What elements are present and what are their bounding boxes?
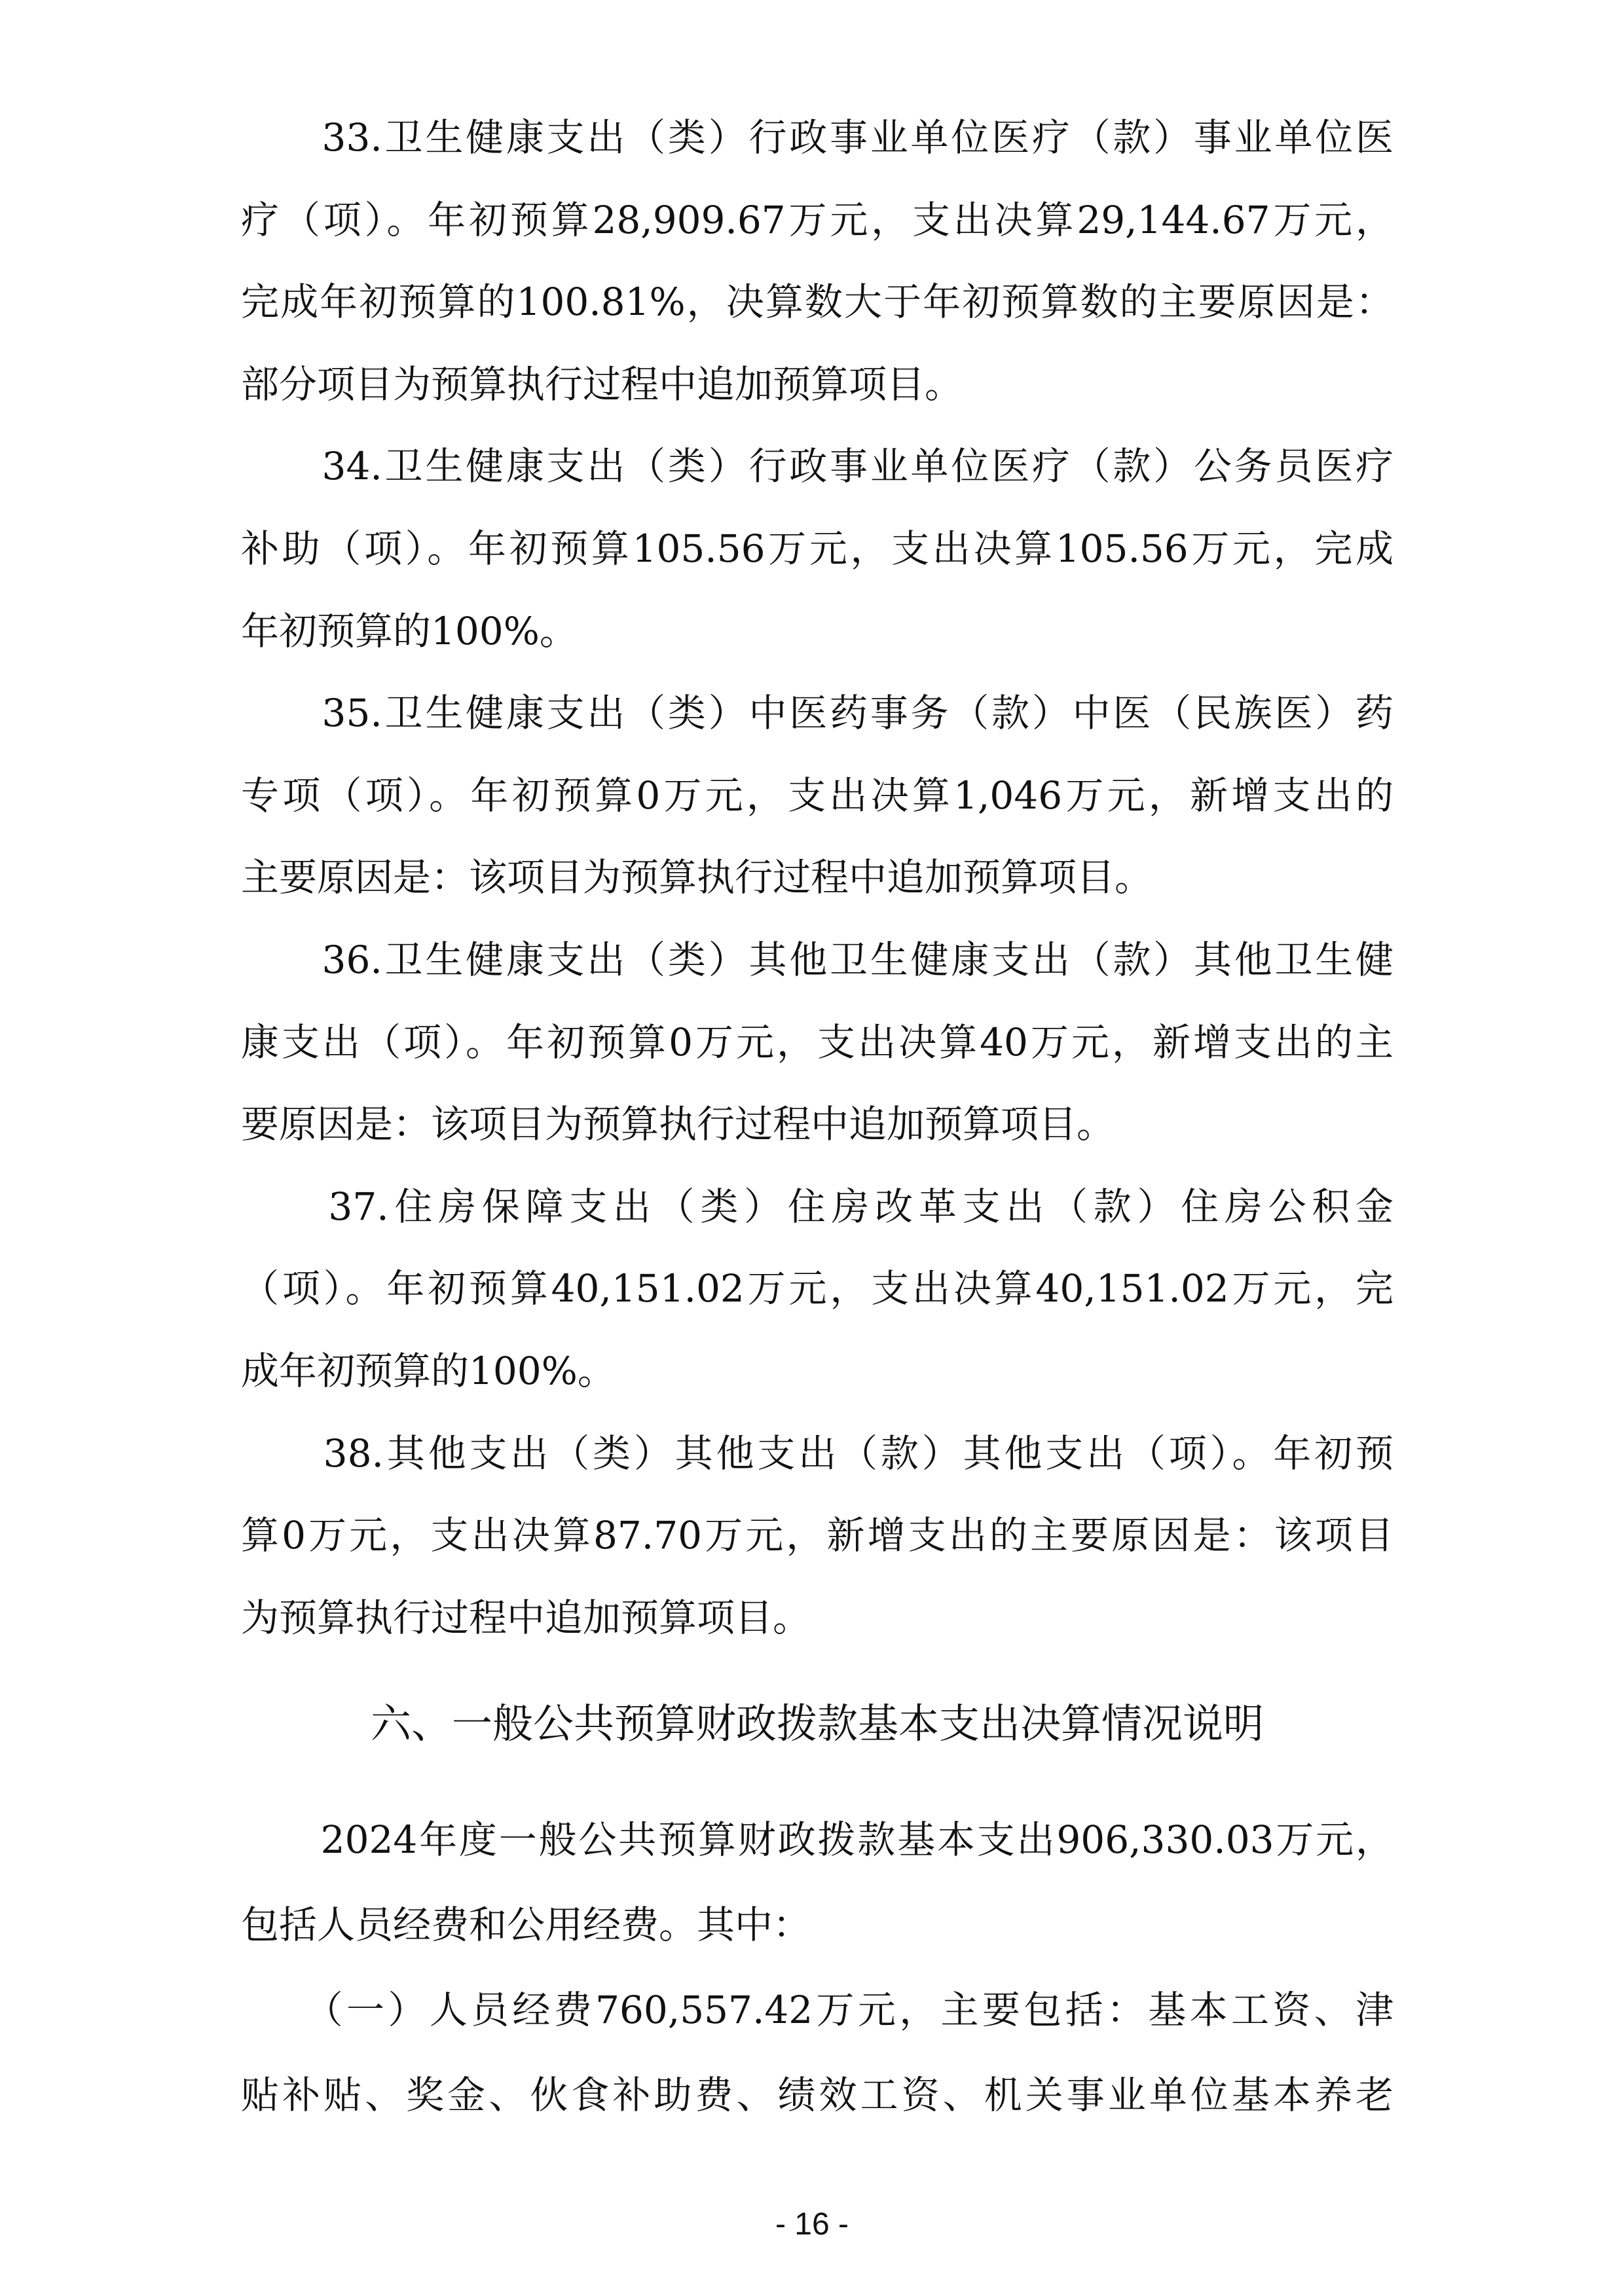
- text-line: （项）。年初预算40,151.02万元，支出决算40,151.02万元，完: [241, 1266, 1393, 1311]
- text-line: 33.卫生健康支出（类）行政事业单位医疗（款）事业单位医: [241, 115, 1393, 160]
- text-line: 要原因是：该项目为预算执行过程中追加预算项目。: [241, 1102, 1115, 1146]
- section-heading: 六、一般公共预算财政拨款基本支出决算情况说明: [370, 1700, 1264, 1747]
- text-line: 36.卫生健康支出（类）其他卫生健康支出（款）其他卫生健: [241, 938, 1393, 982]
- text-line: 2024年度一般公共预算财政拨款基本支出906,330.03万元，: [241, 1817, 1393, 1862]
- text-line: 包括人员经费和公用经费。其中：: [241, 1903, 811, 1947]
- text-line: 补助（项）。年初预算105.56万元，支出决算105.56万元，完成: [241, 526, 1393, 571]
- text-line: 部分项目为预算执行过程中追加预算项目。: [241, 362, 963, 407]
- text-line: 主要原因是：该项目为预算执行过程中追加预算项目。: [241, 855, 1153, 900]
- text-line: 为预算执行过程中追加预算项目。: [241, 1595, 811, 1640]
- text-line: 算0万元，支出决算87.70万元，新增支出的主要原因是：该项目: [241, 1513, 1393, 1558]
- text-line: 专项（项）。年初预算0万元，支出决算1,046万元，新增支出的: [241, 773, 1393, 818]
- text-line: 康支出（项）。年初预算0万元，支出决算40万元，新增支出的主: [241, 1020, 1393, 1065]
- text-line: 34.卫生健康支出（类）行政事业单位医疗（款）公务员医疗: [241, 444, 1393, 488]
- text-line: 成年初预算的100%。: [241, 1349, 616, 1393]
- text-line: 37.住房保障支出（类）住房改革支出（款）住房公积金: [241, 1184, 1393, 1229]
- text-line: （一）人员经费760,557.42万元，主要包括：基本工资、津: [241, 1988, 1393, 2032]
- text-line: 38.其他支出（类）其他支出（款）其他支出（项）。年初预: [241, 1431, 1393, 1476]
- text-line: 35.卫生健康支出（类）中医药事务（款）中医（民族医）药: [241, 691, 1393, 735]
- text-line: 疗（项）。年初预算28,909.67万元，支出决算29,144.67万元，: [241, 198, 1393, 242]
- page-number: - 16 -: [775, 2207, 849, 2242]
- text-line: 年初预算的100%。: [241, 609, 578, 653]
- text-line: 贴补贴、奖金、伙食补助费、绩效工资、机关事业单位基本养老: [241, 2073, 1393, 2117]
- text-line: 完成年初预算的100.81%，决算数大于年初预算数的主要原因是：: [241, 280, 1393, 324]
